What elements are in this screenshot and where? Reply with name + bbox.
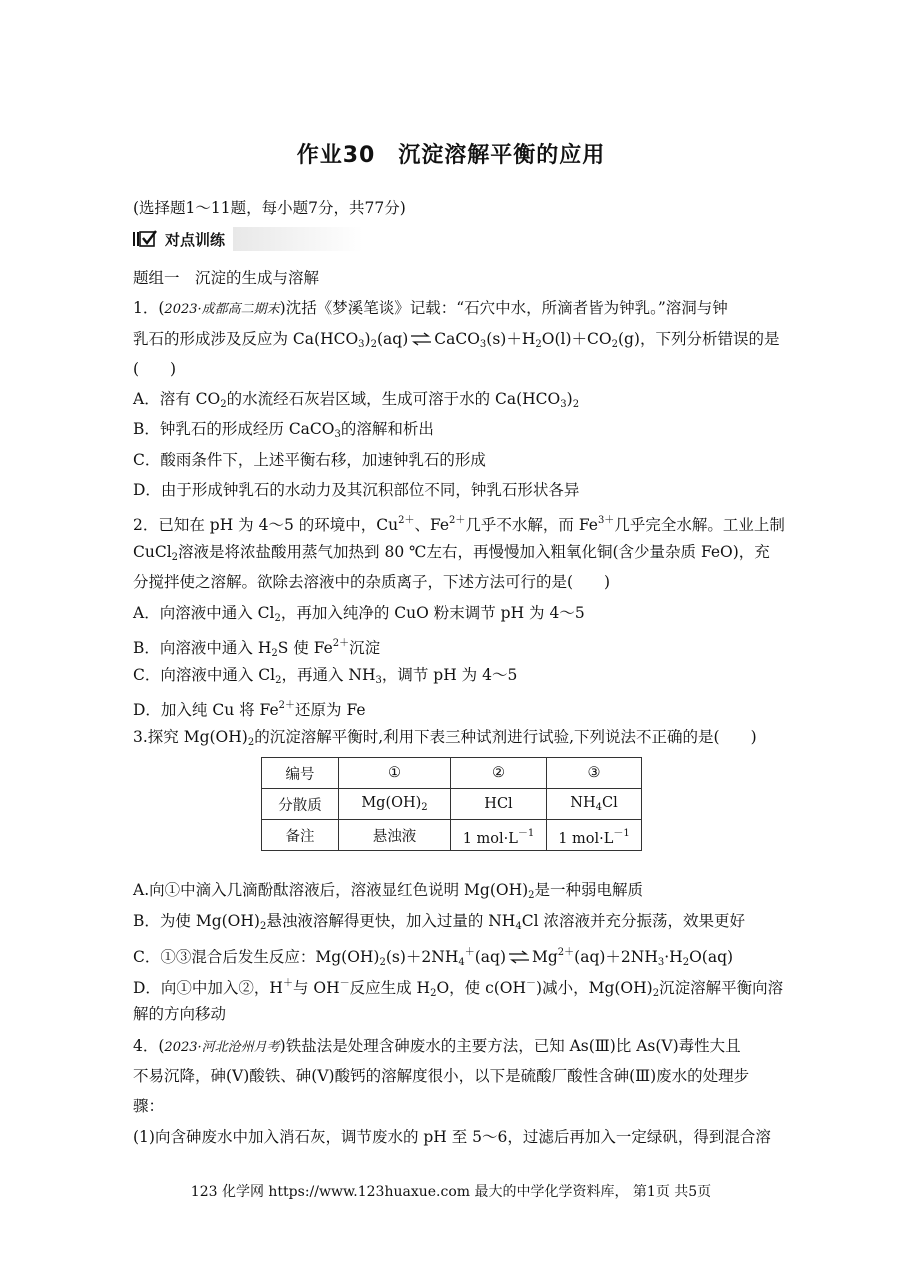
table-cell: 1 $mol\cdot L^{-1}$ <box>451 820 547 851</box>
equilibrium-arrow-icon <box>410 332 432 346</box>
score-note: (选择题1～11题，每小题7分，共77分) <box>133 199 406 217</box>
section-shade <box>233 227 363 251</box>
q4-line4: (1)向含砷废水中加入消石灰，调节废水的 pH 至 5～6，过滤后再加入一定绿矾，得到混合溶 <box>133 1128 771 1146</box>
q2-option-d: D．加入纯 Cu 将 $Fe^{2+}$还原为 Fe <box>133 700 366 719</box>
q4-line2: 不易沉降，砷(Ⅴ)酸铁、砷(Ⅴ)酸钙的溶解度很小，以下是硫酸厂酸性含砷(Ⅲ)废水的处理步 <box>133 1067 750 1085</box>
table-cell: ② <box>451 758 547 789</box>
table-cell: ① <box>339 758 451 789</box>
q1-option-a: A．溶有 $CO_2$的水流经石灰岩区域，生成可溶于水的 $Ca(HCO_3)_2$ <box>133 390 580 410</box>
page-footer: 123 化学网 https://www.123huaxue.com 最大的中学化学资料库， 第1页 共5页 <box>190 1184 712 1200</box>
table-cell: 1 $mol\cdot L^{-1}$ <box>547 820 642 851</box>
table-cell: $NH_4Cl$ <box>547 789 642 820</box>
section-header <box>133 227 225 251</box>
table-row <box>262 820 642 851</box>
table-cell: 悬浊液 <box>339 820 451 851</box>
q1-answer-paren: ( ) <box>133 360 177 378</box>
q3-option-d: D．向①中加入②，H＋与 OH－反应生成 $H_2O$，使 c(OH－)减小，$Mg(OH)_2$沉淀溶解平衡向溶 <box>133 978 784 999</box>
q1-line2: 乳石的形成涉及反应为 $Ca(HCO_3)_2(aq)$ $CaCO_3(s)+H_2O(l)+CO_2(g)$，下列分析错误的是 <box>133 330 780 350</box>
q1-line1: 1．(2023·成都高二期末)沈括《梦溪笔谈》记载：“石穴中水，所滴者皆为钟乳。”溶洞与钟 <box>133 299 728 317</box>
table-cell: 编号 <box>262 758 339 789</box>
q2-option-c: C．向溶液中通入 $Cl_2$，再通入 $NH_3$，调节 pH 为 4～5 <box>133 666 518 686</box>
q2-line1: 2．已知在 pH 为 4～5 的环境中，$Cu^{2+}$、$Fe^{2+}$几乎不水解，而 $Fe^{3+}$几乎完全水解。工业上制 <box>133 515 785 534</box>
q1-option-b: B．钟乳石的形成经历 CaCO$_3$的溶解和析出 <box>133 420 434 440</box>
q1-option-c: C．酸雨条件下，上述平衡右移，加速钟乳石的形成 <box>133 451 486 469</box>
table-cell: ③ <box>547 758 642 789</box>
reagent-table <box>261 757 642 851</box>
q2-option-b: B．向溶液中通入 $H_2S$ 使 $Fe^{2+}$沉淀 <box>133 638 381 659</box>
q3-option-a: A.向①中滴入几滴酚酞溶液后，溶液显红色说明 $Mg(OH)_2$是一种弱电解质 <box>133 881 644 901</box>
table-cell: $Mg(OH)_2$ <box>339 789 451 820</box>
q3-option-c: C．①③混合后发生反应：$Mg(OH)_2(s)+2NH_4^+(aq)$ $Mg^{2+}(aq)+2NH_3\cdot H_2O(aq)$ <box>133 947 734 968</box>
table-cell: 备注 <box>262 820 339 851</box>
q1-option-d: D．由于形成钟乳石的水动力及其沉积部位不同，钟乳石形状各异 <box>133 481 580 499</box>
q3-line1: 3.探究 $Mg(OH)_2$的沉淀溶解平衡时,利用下表三种试剂进行试验,下列说法不正确的是( ) <box>133 728 757 748</box>
q4-line3: 骤： <box>133 1097 165 1115</box>
q2-line2: CuCl$_2$溶液是将浓盐酸用蒸气加热到 80 ℃左右，再慢慢加入粗氧化铜(含少量杂质 FeO)，充 <box>133 543 770 563</box>
q2-option-a: A．向溶液中通入 $Cl_2$，再加入纯净的 CuO 粉末调节 pH 为 4～5 <box>133 604 585 624</box>
q3-option-b: B．为使 $Mg(OH)_2$悬浊液溶解得更快，加入过量的 $NH_4Cl$ 浓溶液并充分振荡，效果更好 <box>133 912 745 932</box>
check-icon <box>133 230 157 248</box>
table-cell: 分散质 <box>262 789 339 820</box>
table-row <box>262 789 642 820</box>
group-heading: 题组一 沉淀的生成与溶解 <box>133 269 320 287</box>
q2-line3: 分搅拌使之溶解。欲除去溶液中的杂质离子，下述方法可行的是( ) <box>133 573 611 591</box>
q3-option-d-cont: 解的方向移动 <box>133 1005 227 1023</box>
section-label: 对点训练 <box>165 230 226 249</box>
table-row <box>262 758 642 789</box>
table-cell: HCl <box>451 789 547 820</box>
q4-line1: 4．(2023·河北沧州月考)铁盐法是处理含砷废水的主要方法，已知 As(Ⅲ)比 As(Ⅴ)毒性大且 <box>133 1037 741 1055</box>
page-title: 作业30 沉淀溶解平衡的应用 <box>296 143 606 168</box>
equilibrium-arrow-icon <box>508 950 530 964</box>
